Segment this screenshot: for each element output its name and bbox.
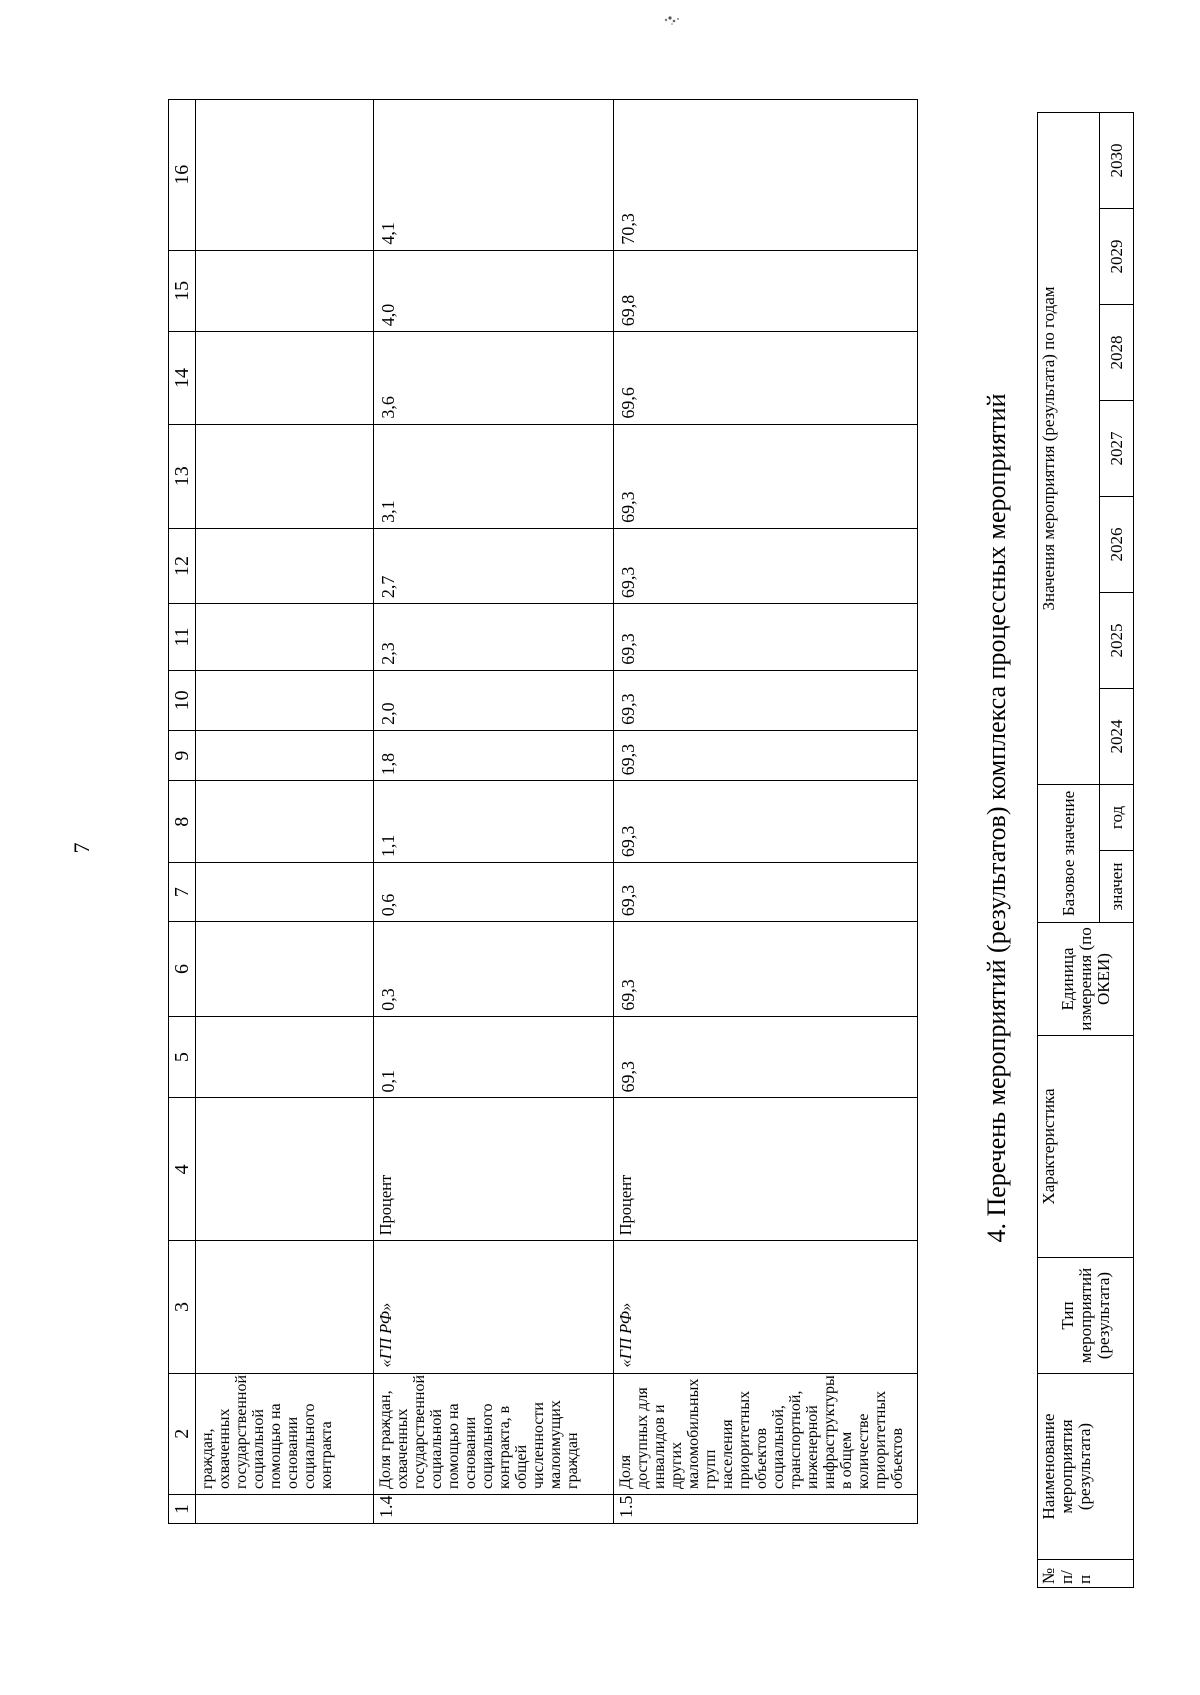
num-header [1038,1560,1134,1588]
row-value: 69,3 [614,863,918,922]
row-unit: Процент [614,1098,918,1241]
row-value: 2,7 [374,528,614,603]
events-header-row [1038,112,1100,1587]
type-header: Тип мероприятий (результата) [1038,1258,1134,1374]
main-table-wrapper [168,99,918,1524]
row-unit [196,1098,374,1241]
indicators-table [168,99,918,1524]
row-level: «ГП РФ» [614,1241,918,1373]
table-row [196,100,374,1524]
col-header: 14 [169,332,196,424]
row-value: 2,3 [374,604,614,671]
base-year-subheader: год [1100,784,1134,850]
year-header: 2030 [1100,112,1134,208]
year-header: 2024 [1100,688,1134,784]
scan-artifact [660,12,684,30]
col-header: 15 [169,250,196,332]
col-header: 4 [169,1098,196,1241]
row-value: 69,3 [614,1016,918,1098]
col-header: 1 [169,1494,196,1523]
row-value: 69,3 [614,730,918,781]
values-header: Значения мероприятия (результата) по годам [1038,112,1100,784]
col-header: 7 [169,863,196,922]
row-level [196,1241,374,1373]
name-header: Наименование мероприятия (результата) [1038,1374,1134,1560]
row-value [196,922,374,1017]
row-value: 69,3 [614,781,918,863]
row-id [196,1494,374,1523]
col-header: 12 [169,528,196,603]
row-value [196,424,374,528]
row-value [196,670,374,730]
year-header: 2026 [1100,496,1134,592]
events-table [1037,112,1134,1588]
col-header: 16 [169,100,196,251]
row-level: «ГП РФ» [374,1241,614,1373]
row-value [196,528,374,603]
events-table-wrapper [1037,112,1134,1588]
row-value: 70,3 [614,100,918,251]
col-header: 3 [169,1241,196,1373]
base-value-subheader: значен [1100,851,1134,923]
row-value [196,604,374,671]
header-row [169,100,196,1524]
row-value: 0,3 [374,922,614,1017]
row-value: 69,3 [614,604,918,671]
row-value [196,1016,374,1098]
row-value: 3,1 [374,424,614,528]
row-value: 69,3 [614,922,918,1017]
row-id: 1.5 [614,1494,918,1523]
col-header: 9 [169,730,196,781]
col-header: 2 [169,1373,196,1494]
row-value: 69,6 [614,332,918,424]
row-value: 4,0 [374,250,614,332]
col-header: 6 [169,922,196,1017]
col-header: 11 [169,604,196,671]
num-header-line: п/ [1057,1570,1076,1584]
row-value: 69,3 [614,670,918,730]
col-header: 8 [169,781,196,863]
num-header-line: № [1039,1567,1058,1584]
row-id: 1.4 [374,1494,614,1523]
row-value [196,250,374,332]
row-value: 1,8 [374,730,614,781]
row-value: 2,0 [374,670,614,730]
col-header: 13 [169,424,196,528]
row-value [196,100,374,251]
row-name: граждан, охваченных государственной социальной помощью на основании социального контракта [196,1373,374,1494]
row-unit: Процент [374,1098,614,1241]
row-value: 69,8 [614,250,918,332]
row-value: 69,3 [614,424,918,528]
year-header: 2025 [1100,592,1134,688]
base-value-header: Базовое значение [1038,784,1100,922]
section-heading: 4. Перечень мероприятий (результатов) комплекса процессных мероприятий [982,393,1011,1243]
row-value [196,332,374,424]
table-row [374,100,614,1524]
row-name: Доля граждан, охваченных государственной социальной помощью на основании социального контракта, в общей численности малоимущих граждан [374,1373,614,1494]
characteristic-header: Характеристика [1038,1036,1134,1258]
year-header: 2028 [1100,304,1134,400]
col-header: 10 [169,670,196,730]
row-value [196,863,374,922]
num-header-line: п [1075,1574,1094,1584]
page-number: 7 [69,842,94,854]
row-name: Доля доступных для инвалидов и других маломобильных групп населения приоритетных объектов социальной, транспортной, инженерной инфраструктуры в общем количестве приоритетных объектов [614,1373,918,1494]
row-value [196,781,374,863]
row-value: 0,6 [374,863,614,922]
row-value: 3,6 [374,332,614,424]
row-value: 1,1 [374,781,614,863]
unit-header: Единица измерения (по ОКЕИ) [1038,923,1134,1036]
row-value: 4,1 [374,100,614,251]
row-value: 69,3 [614,528,918,603]
year-header: 2027 [1100,400,1134,496]
table-row [614,100,918,1524]
row-value [196,730,374,781]
col-header: 5 [169,1016,196,1098]
year-header: 2029 [1100,208,1134,304]
row-value: 0,1 [374,1016,614,1098]
